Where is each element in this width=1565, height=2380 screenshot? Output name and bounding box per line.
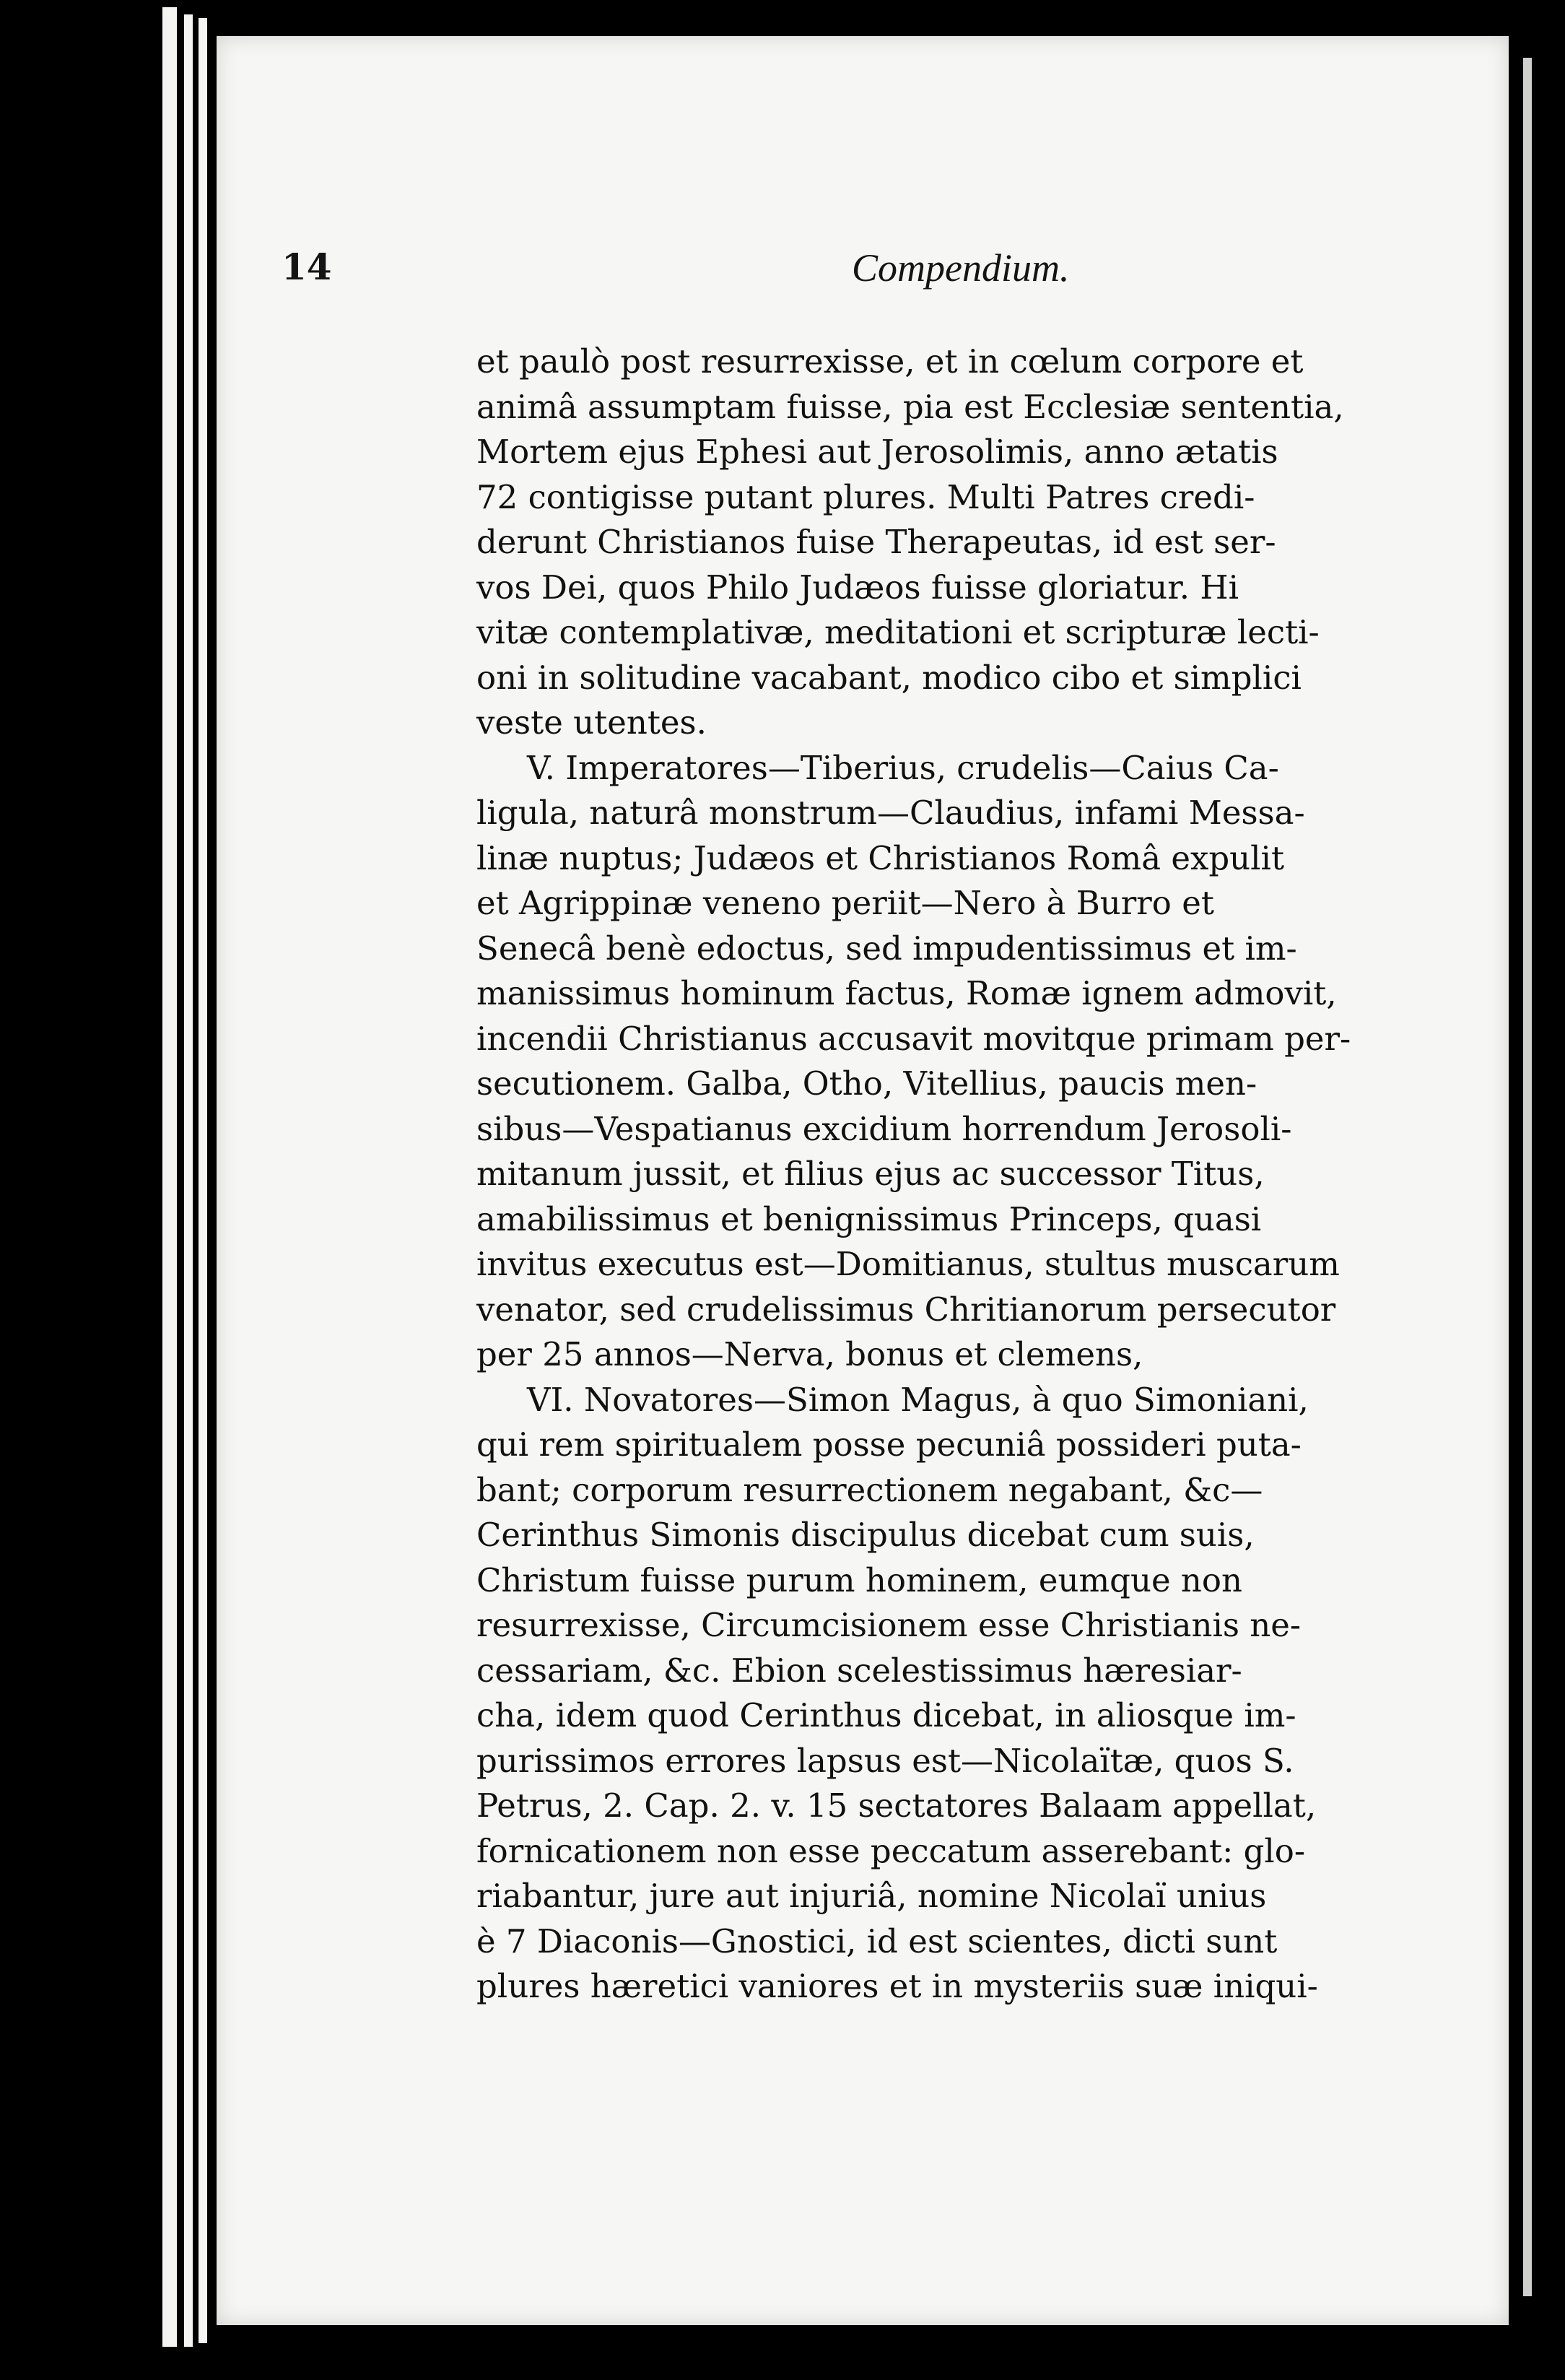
text-line: venator, sed crudelissimus Chritianorum persecutor bbox=[476, 1290, 1336, 1329]
text-line: qui rem spiritualem posse pecuniâ possideri puta- bbox=[476, 1425, 1302, 1464]
text-line: mitanum jussit, et filius ejus ac successor Titus, bbox=[476, 1155, 1265, 1193]
text-line: 72 contigisse putant plures. Multi Patres credi- bbox=[476, 477, 1255, 516]
text-line: cessariam, &c. Ebion scelestissimus hæresiar- bbox=[476, 1651, 1242, 1690]
text-line: amabilissimus et benignissimus Princeps, quasi bbox=[476, 1199, 1262, 1238]
text-line: Christum fuisse purum hominem, eumque non bbox=[476, 1560, 1242, 1599]
running-head: Compendium. bbox=[852, 246, 1070, 290]
text-line: Petrus, 2. Cap. 2. v. 15 sectatores Balaam appellat, bbox=[476, 1786, 1317, 1825]
text-line: invitus executus est—Domitianus, stultus muscarum bbox=[476, 1245, 1340, 1283]
page-edge bbox=[1523, 58, 1532, 2296]
text-line: fornicationem non esse peccatum asserebant: glo- bbox=[476, 1831, 1306, 1870]
body-text bbox=[476, 339, 1458, 2010]
page-edge bbox=[184, 14, 193, 2347]
text-line: et Agrippinæ veneno periit—Nero à Burro et bbox=[476, 884, 1214, 922]
page-edge bbox=[162, 7, 177, 2347]
text-line: vos Dei, quos Philo Judæos fuisse gloriatur. Hi bbox=[476, 568, 1239, 607]
text-line: riabantur, jure aut injuriâ, nomine Nicolaï unius bbox=[476, 1877, 1267, 1915]
text-line: plures hæretici vaniores et in mysteriis suæ iniqui- bbox=[476, 1967, 1318, 2005]
text-line: cha, idem quod Cerinthus dicebat, in aliosque im- bbox=[476, 1696, 1296, 1734]
page-header bbox=[282, 246, 1437, 303]
text-line: bant; corporum resurrectionem negabant, &c— bbox=[476, 1470, 1263, 1509]
text-line: oni in solitudine vacabant, modico cibo et simplici bbox=[476, 658, 1302, 697]
page-edge bbox=[199, 18, 207, 2343]
text-line: ligula, naturâ monstrum—Claudius, infami Messa- bbox=[476, 794, 1305, 832]
page-number: 14 bbox=[282, 246, 332, 288]
text-line: V. Imperatores—Tiberius, crudelis—Caius Ca- bbox=[527, 748, 1279, 787]
text-line: veste utentes. bbox=[476, 703, 707, 742]
text-line: Cerinthus Simonis discipulus dicebat cum suis, bbox=[476, 1516, 1255, 1554]
text-line: sibus—Vespatianus excidium horrendum Jerosoli- bbox=[476, 1109, 1292, 1148]
text-line: et paulò post resurrexisse, et in cœlum corpore et bbox=[476, 342, 1304, 381]
text-line: VI. Novatores—Simon Magus, à quo Simoniani, bbox=[527, 1380, 1309, 1419]
text-line: per 25 annos—Nerva, bonus et clemens, bbox=[476, 1335, 1143, 1373]
text-line: Senecâ benè edoctus, sed impudentissimus et im- bbox=[476, 929, 1297, 968]
text-line: linæ nuptus; Judæos et Christianos Româ expulit bbox=[476, 838, 1285, 877]
text-line: animâ assumptam fuisse, pia est Ecclesiæ sententia, bbox=[476, 387, 1344, 426]
text-line: secutionem. Galba, Otho, Vitellius, paucis men- bbox=[476, 1064, 1257, 1103]
text-line: vitæ contemplativæ, meditationi et scripturæ lecti- bbox=[476, 613, 1320, 651]
text-line: Mortem ejus Ephesi aut Jerosolimis, anno ætatis bbox=[476, 433, 1278, 471]
text-line: derunt Christianos fuise Therapeutas, id est ser- bbox=[476, 523, 1276, 561]
text-line: purissimos errores lapsus est—Nicolaïtæ, quos S. bbox=[476, 1741, 1294, 1780]
text-line: incendii Christianus accusavit movitque primam per- bbox=[476, 1019, 1351, 1058]
text-line: manissimus hominum factus, Romæ ignem admovit, bbox=[476, 974, 1337, 1012]
text-line: è 7 Diaconis—Gnostici, id est scientes, dicti sunt bbox=[476, 1921, 1278, 1960]
text-line: resurrexisse, Circumcisionem esse Christianis ne- bbox=[476, 1606, 1302, 1644]
